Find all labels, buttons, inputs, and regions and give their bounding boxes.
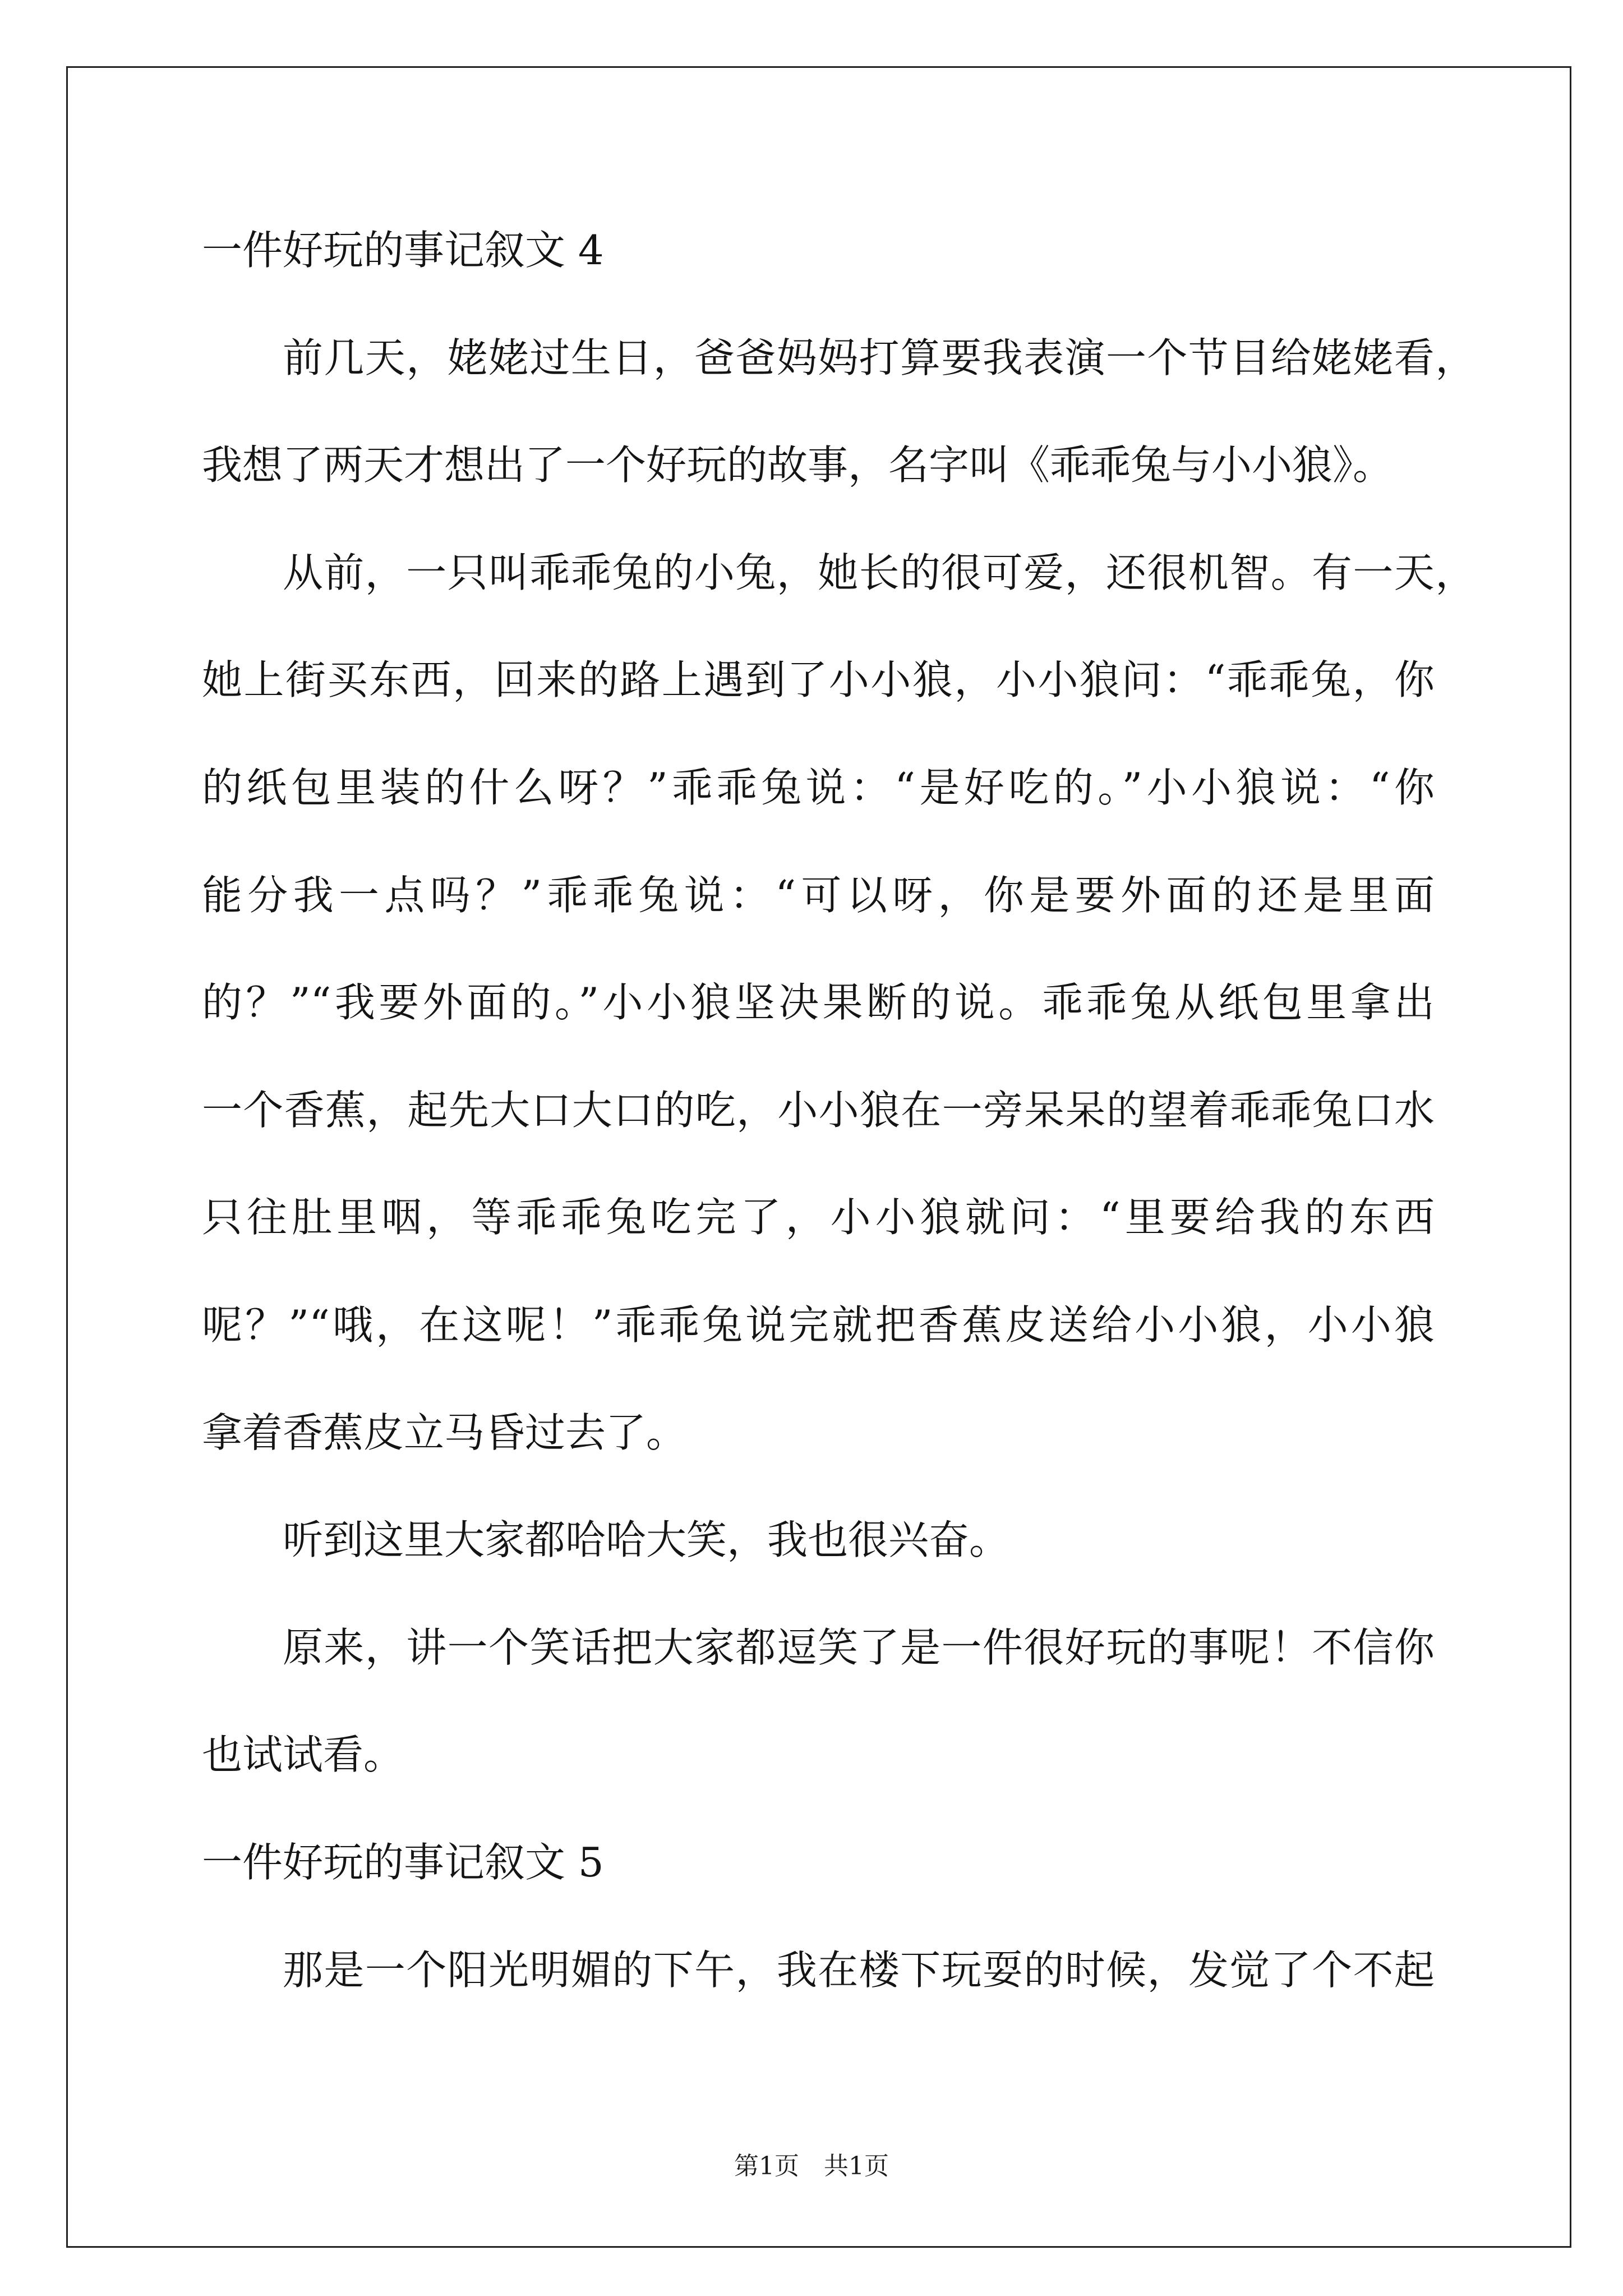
p2-line-8: 呢？”“哦，在这呢！”乖乖兔说完就把香蕉皮送给小小狼，小小狼 [202,1301,1435,1349]
section-heading-4: 一件好玩的事记叙文 4 [202,227,604,274]
p2-line-6: 一个香蕉，起先大口大口的吃，小小狼在一旁呆呆的望着乖乖兔口水 [202,1086,1435,1134]
p2-line-2: 她上街买东西，回来的路上遇到了小小狼，小小狼问：“乖乖兔，你 [202,656,1435,704]
paragraph-1 [202,305,1477,519]
document-body [202,197,1477,2024]
paragraph-3 [202,1487,1435,1594]
p2-line-3: 的纸包里装的什么呀？”乖乖兔说：“是好吃的。”小小狼说：“你 [202,763,1435,811]
paragraph-4 [202,1594,1435,1809]
p2-line-7: 只往肚里咽，等乖乖兔吃完了，小小狼就问：“里要给我的东西 [202,1194,1435,1241]
paragraph-5 [202,1917,1435,2024]
page-number-footer: 第1页 共1页 [734,2152,889,2180]
section-heading-5: 一件好玩的事记叙文 5 [202,1838,604,1886]
p2-line-9: 拿着香蕉皮立马昏过去了。 [202,1409,687,1456]
paragraph-2 [202,519,1477,1487]
p1-line-2: 我想了两天才想出了一个好玩的故事，名字叫《乖乖兔与小小狼》。 [202,441,1394,489]
p5-line-1: 那是一个阳光明媚的下午，我在楼下玩耍的时候，发觉了个不起 [283,1946,1435,1994]
p3-line-1: 听到这里大家都哈哈大笑，我也很兴奋。 [283,1516,1010,1564]
p4-line-2: 也试试看。 [202,1731,404,1779]
p1-line-1: 前几天，姥姥过生日，爸爸妈妈打算要我表演一个节目给姥姥看， [283,334,1477,381]
p2-line-5: 的？”“我要外面的。”小小狼坚决果断的说。乖乖兔从纸包里拿出 [202,979,1435,1027]
p2-line-1: 从前，一只叫乖乖兔的小兔，她长的很可爱，还很机智。有一天， [283,549,1477,596]
p2-line-4: 能分我一点吗？”乖乖兔说：“可以呀，你是要外面的还是里面 [202,871,1435,919]
p4-line-1: 原来，讲一个笑话把大家都逗笑了是一件很好玩的事呢！不信你 [283,1623,1435,1671]
